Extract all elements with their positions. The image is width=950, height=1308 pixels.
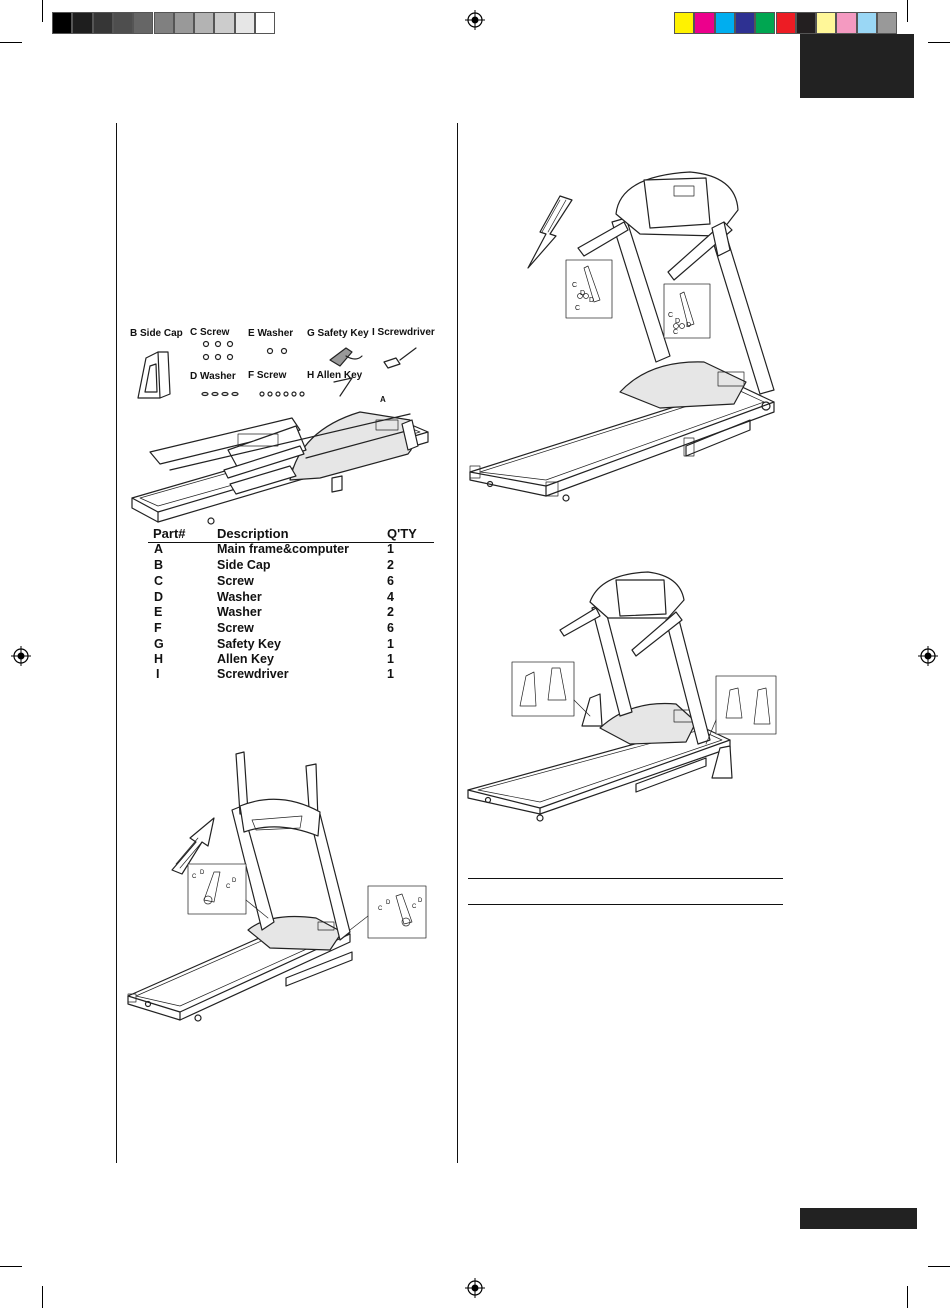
registration-mark bbox=[465, 10, 485, 30]
detail-label: C bbox=[572, 282, 578, 289]
table-cell-part: E bbox=[154, 605, 163, 619]
table-cell-qty: 4 bbox=[387, 590, 394, 604]
screw-f-icon bbox=[260, 392, 304, 396]
table-cell-part: F bbox=[154, 621, 162, 635]
table-cell-description: Washer bbox=[217, 605, 262, 619]
side-cap-icon bbox=[138, 352, 170, 398]
table-cell-qty: 1 bbox=[387, 667, 394, 681]
gray-swatch bbox=[154, 12, 174, 34]
detail-label: D bbox=[686, 322, 692, 329]
table-cell-qty: 1 bbox=[387, 542, 394, 556]
color-swatch bbox=[857, 12, 877, 34]
part-label-f: F Screw bbox=[248, 370, 287, 381]
gray-swatch bbox=[72, 12, 92, 34]
gray-swatch bbox=[133, 12, 153, 34]
gray-swatch bbox=[174, 12, 194, 34]
registration-mark bbox=[918, 646, 938, 666]
part-label-i: I Screwdriver bbox=[372, 327, 435, 338]
color-swatch bbox=[715, 12, 735, 34]
part-label-g: G Safety Key bbox=[307, 328, 369, 339]
table-cell-part: B bbox=[154, 558, 164, 572]
detail-label: D bbox=[418, 898, 423, 904]
table-cell-description: Washer bbox=[217, 590, 262, 604]
registration-mark bbox=[11, 646, 31, 666]
crop-mark bbox=[42, 1286, 43, 1308]
table-cell-qty: 6 bbox=[387, 621, 394, 635]
table-cell-description: Main frame&computer bbox=[217, 542, 349, 556]
detail-label: C bbox=[192, 874, 197, 880]
crop-mark bbox=[0, 1266, 22, 1267]
gray-swatch bbox=[113, 12, 133, 34]
table-cell-qty: 2 bbox=[387, 558, 394, 572]
safety-key-icon bbox=[330, 348, 362, 366]
detail-label: D bbox=[386, 900, 391, 906]
crop-mark bbox=[907, 1286, 908, 1308]
side-cap-install-drawing bbox=[462, 570, 782, 830]
part-label-b: B Side Cap bbox=[130, 328, 183, 339]
table-cell-part: A bbox=[154, 542, 164, 556]
table-cell-description: Allen Key bbox=[217, 652, 274, 666]
table-cell-part: I bbox=[156, 667, 160, 681]
detail-label: C bbox=[668, 312, 674, 319]
right-column-rule-top bbox=[468, 878, 783, 879]
detail-label: C bbox=[575, 305, 581, 312]
upright-install-drawing bbox=[124, 745, 434, 1035]
crop-mark bbox=[928, 42, 950, 43]
table-cell-description: Screwdriver bbox=[217, 667, 289, 681]
left-column-rule bbox=[116, 123, 117, 1163]
gray-swatch bbox=[93, 12, 113, 34]
crop-mark bbox=[42, 0, 43, 22]
gray-swatch bbox=[52, 12, 72, 34]
crop-mark bbox=[928, 1266, 950, 1267]
detail-label: D bbox=[200, 870, 205, 876]
gray-swatch bbox=[214, 12, 234, 34]
table-cell-description: Screw bbox=[217, 621, 254, 635]
detail-label: D bbox=[232, 878, 237, 884]
table-cell-part: C bbox=[154, 574, 164, 588]
screw-c-icon bbox=[204, 342, 233, 360]
color-swatch bbox=[735, 12, 755, 34]
parts-drawing bbox=[120, 320, 440, 530]
detail-label: D bbox=[580, 290, 586, 297]
table-cell-qty: 1 bbox=[387, 652, 394, 666]
detail-label: C bbox=[412, 904, 417, 910]
color-swatch bbox=[816, 12, 836, 34]
registration-mark bbox=[465, 1278, 485, 1298]
page-number-bar bbox=[800, 1208, 917, 1229]
crop-mark bbox=[0, 42, 22, 43]
part-label-a: A bbox=[380, 395, 386, 404]
table-header-description: Description bbox=[217, 526, 289, 541]
gray-swatch bbox=[235, 12, 255, 34]
table-cell-part: G bbox=[154, 637, 164, 651]
color-swatch bbox=[674, 12, 694, 34]
washer-d-icon bbox=[202, 393, 238, 396]
crop-mark bbox=[907, 0, 908, 22]
right-column-rule-bottom bbox=[468, 904, 783, 905]
detail-label: C bbox=[226, 884, 231, 890]
down-arrow-icon bbox=[528, 196, 572, 268]
detail-label: D bbox=[589, 297, 595, 304]
washer-e-icon bbox=[268, 349, 287, 354]
table-cell-part: D bbox=[154, 590, 164, 604]
detail-label: C bbox=[378, 906, 383, 912]
detail-label: D bbox=[675, 318, 681, 325]
color-swatch bbox=[796, 12, 816, 34]
page-tab-block bbox=[800, 34, 914, 98]
part-label-h: H Allen Key bbox=[307, 370, 363, 381]
color-swatch bbox=[877, 12, 897, 34]
color-swatch bbox=[836, 12, 856, 34]
detail-label: C bbox=[673, 329, 679, 336]
table-cell-description: Safety Key bbox=[217, 637, 281, 651]
part-label-e: E Washer bbox=[248, 328, 294, 339]
color-swatch bbox=[694, 12, 714, 34]
table-header-part: Part# bbox=[153, 526, 186, 541]
table-cell-qty: 2 bbox=[387, 605, 394, 619]
color-swatch bbox=[755, 12, 775, 34]
table-cell-part: H bbox=[154, 652, 164, 666]
table-cell-description: Side Cap bbox=[217, 558, 271, 572]
allen-key-icon bbox=[334, 378, 352, 396]
treadmill-folded-drawing bbox=[132, 412, 428, 524]
table-cell-qty: 6 bbox=[387, 574, 394, 588]
console-install-drawing bbox=[462, 168, 782, 508]
part-label-d: D Washer bbox=[190, 371, 236, 382]
table-cell-qty: 1 bbox=[387, 637, 394, 651]
center-column-rule bbox=[457, 123, 458, 1163]
gray-swatch bbox=[194, 12, 214, 34]
table-cell-description: Screw bbox=[217, 574, 254, 588]
color-swatch bbox=[776, 12, 796, 34]
gray-swatch bbox=[255, 12, 275, 34]
part-label-c: C Screw bbox=[190, 327, 230, 338]
screwdriver-icon bbox=[384, 348, 416, 368]
table-header-qty: Q'TY bbox=[387, 526, 417, 541]
